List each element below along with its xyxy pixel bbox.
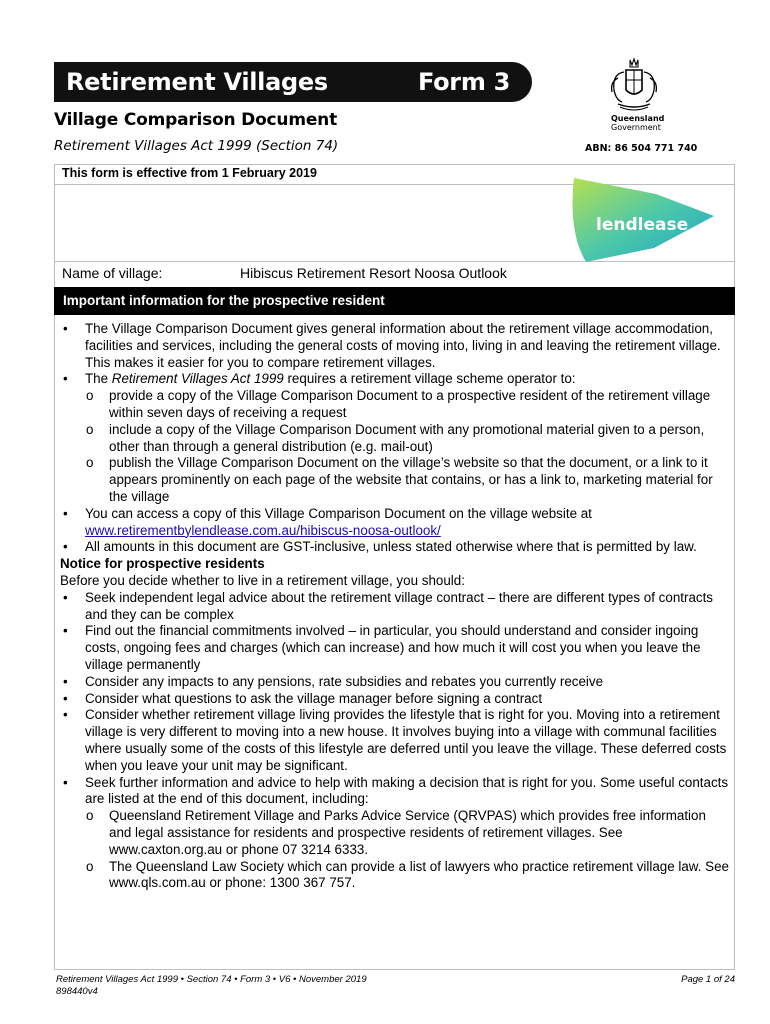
notice-title: Notice for prospective residents (60, 556, 265, 572)
sub-list-item: o provide a copy of the Village Comparison Document to a prospective resident of the retirement village within seven days of receiving a request (60, 388, 730, 422)
document-code: 898440v4 (56, 986, 98, 997)
section-heading: Important information for the prospective resident (63, 293, 385, 308)
village-website-link[interactable]: www.retirementbylendlease.com.au/hibiscus-noosa-outlook/ (85, 522, 441, 538)
document-title: Village Comparison Document (54, 110, 338, 130)
list-item: • Seek further information and advice to help with making a decision that is right for you. Some useful contacts are listed at the end of this document, including: (60, 775, 730, 809)
notice-intro: Before you decide whether to live in a retirement village, you should: (60, 572, 465, 588)
village-label: Name of village: (62, 265, 163, 281)
sub-list-item: o Queensland Retirement Village and Parks Advice Service (QRVPAS) which provides free information and legal assistance for residents and prospective residents of retirement villages. See www.caxton.org.au or phone 07 3214 6333. (60, 808, 730, 858)
document-body (60, 321, 730, 892)
form-banner (54, 62, 532, 102)
lendlease-logo-icon (562, 172, 722, 266)
abn-number: ABN: 86 504 771 740 (585, 143, 698, 154)
banner-title: Retirement Villages (66, 68, 328, 96)
footer-reference: Retirement Villages Act 1999 • Section 74 • Form 3 • V6 • November 2019 898440v4 (56, 974, 367, 997)
list-item: • Seek independent legal advice about the retirement village contract – there are different types of contracts and they can be complex (60, 590, 730, 624)
page-number: Page 1 of 24 (681, 974, 735, 985)
government-name: Queensland Government (611, 114, 665, 132)
queensland-crest-icon (604, 56, 664, 114)
list-item: • All amounts in this document are GST-inclusive, unless stated otherwise where that is permitted by law. (60, 539, 730, 556)
sub-list-item: o The Queensland Law Society which can provide a list of lawyers who practice retirement village law. See www.qls.com.au or phone: 1300 367 757. (60, 859, 730, 893)
list-item: • Consider whether retirement village living provides the lifestyle that is right for you. Moving into a retirement village is very different to moving into a new house. It involves buying into a village with communal facilities where usually some of the costs of this lifestyle are deferred until you leave the village. These deferred costs when you leave your unit may be significant. (60, 707, 730, 774)
list-item: • You can access a copy of this Village Comparison Document on the village website at www.retirementbylendlease.com.au/hibiscus-noosa-outlook/ (60, 506, 730, 540)
sub-list-item: o publish the Village Comparison Document on the village’s website so that the document, or a link to it appears prominently on each page of the website that contains, or has a link to, marketing material for the village (60, 455, 730, 505)
sub-list-item: o include a copy of the Village Comparison Document with any promotional material given to a person, other than through a general distribution (e.g. mail-out) (60, 422, 730, 456)
section-heading-bar (54, 287, 735, 315)
village-name: Hibiscus Retirement Resort Noosa Outlook (240, 265, 507, 281)
list-item: • Consider any impacts to any pensions, rate subsidies and rebates you currently receive (60, 674, 730, 691)
form-number: Form 3 (417, 68, 510, 96)
logo-text: lendlease (596, 215, 689, 235)
list-item: • Find out the financial commitments involved – in particular, you should understand and consider ingoing costs, ongoing fees and charges (which can increase) and how much it will cost you when you leave the village permanently (60, 623, 730, 673)
list-item: • The Retirement Villages Act 1999 requires a retirement village scheme operator to: (60, 371, 730, 388)
list-item: • Consider what questions to ask the village manager before signing a contract (60, 691, 730, 708)
effective-date: This form is effective from 1 February 2019 (62, 166, 317, 180)
act-reference: Retirement Villages Act 1999 (Section 74) (54, 138, 339, 154)
list-item: • The Village Comparison Document gives general information about the retirement village accommodation, facilities and services, including the general costs of moving into, living in and leaving the retirement village. This makes it easier for you to compare retirement villages. (60, 321, 730, 371)
